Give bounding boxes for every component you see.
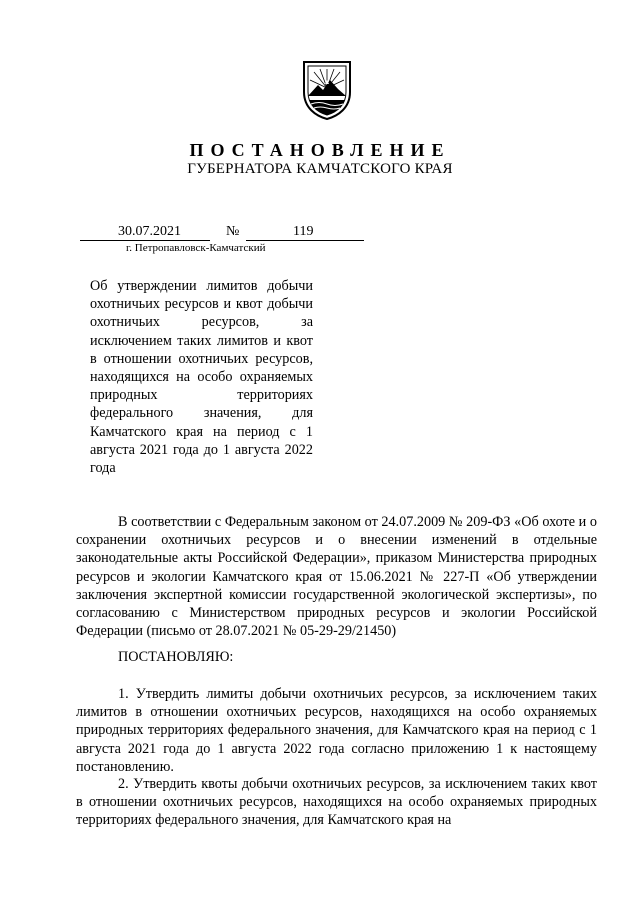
document-issuer: ГУБЕРНАТОРА КАМЧАТСКОГО КРАЯ xyxy=(187,161,453,177)
kamchatka-coat-of-arms-icon xyxy=(300,58,354,120)
decree-word: ПОСТАНОВЛЯЮ: xyxy=(118,649,234,665)
document-date: 30.07.2021 xyxy=(118,224,181,239)
date-underline xyxy=(80,240,210,241)
issue-city: г. Петропавловск-Камчатский xyxy=(126,242,266,254)
document-title: ПОСТАНОВЛЕНИЕ xyxy=(189,140,451,160)
number-underline xyxy=(246,240,364,241)
number-sign: № xyxy=(226,224,240,239)
decree-item-2: 2. Утвердить квоты добычи охотничьих ресурсов, за исключением таких квот в отношении охотничьих ресурсов, находящихся на особо охраняемых природных территориях федерального значения, для Камчатского края на xyxy=(76,776,597,829)
preamble-paragraph: В соответствии с Федеральным законом от 24.07.2009 № 209-ФЗ «Об охоте и о сохранении охотничьих ресурсов и о внесении изменений в отдельные законодательные акты Российской Федерации», приказом Министерства природных ресурсов и экологии Камчатского края от 15.06.2021 № 227-П «Об утверждении заключения экспертной комиссии государственной экологической экспертизы», по согласованию с Министерством природных ресурсов и экологии Российской Федерации (письмо от 28.07.2021 № 05-29-29/21450) xyxy=(76,514,597,640)
decree-item-1: 1. Утвердить лимиты добычи охотничьих ресурсов, за исключением таких лимитов в отношении охотничьих ресурсов, находящихся на особо охраняемых природных территориях федерального значения, для Камчатского края на период с 1 августа 2021 года до 1 августа 2022 года согласно приложению 1 к настоящему постановлению. xyxy=(76,686,597,775)
document-subject: Об утверждении лимитов добычи охотничьих ресурсов и квот добычи охотничьих ресурсов, за исключением таких лимитов и квот в отношении охотничьих ресурсов, находящихся на особо охраняемых природных территориях федерального значения, для Камчатского края на период с 1 августа 2021 года до 1 августа 2022 года xyxy=(90,278,313,477)
document-number: 119 xyxy=(293,224,314,239)
requisites-line xyxy=(80,224,364,240)
